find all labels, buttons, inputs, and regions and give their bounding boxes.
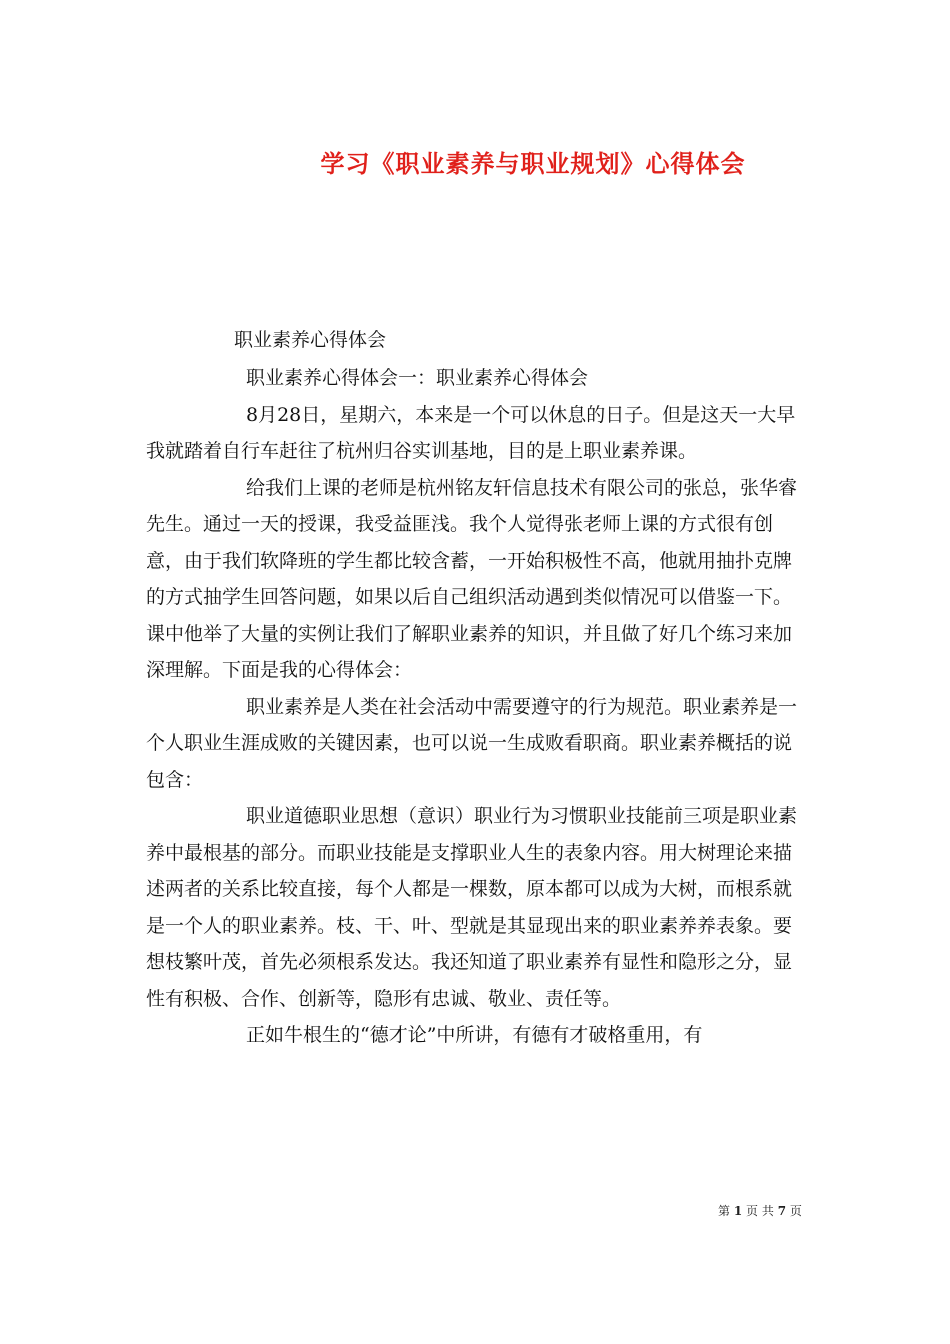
document-title: 学习《职业素养与职业规划》心得体会 (320, 149, 746, 179)
footer-total-pages: 7 (777, 1204, 787, 1218)
section-heading: 职业素养心得体会 (234, 329, 387, 351)
footer-suffix: 页 (789, 1204, 802, 1218)
document-body (146, 360, 810, 1054)
paragraph: 职业素养是人类在社会活动中需要遵守的行为规范。职业素养是一个人职业生涯成败的关键因素，也可以说一生成败看职商。职业素养概括的说包含： (146, 695, 798, 791)
paragraph: 8月28日，星期六，本来是一个可以休息的日子。但是这天一大早我就踏着自行车赶往了杭州归谷实训基地，目的是上职业素养课。 (146, 403, 796, 462)
page-footer (718, 1203, 802, 1219)
paragraph: 职业道德职业思想（意识）职业行为习惯职业技能前三项是职业素养中最根基的部分。而职业技能是支撑职业人生的表象内容。用大树理论来描述两者的关系比较直接，每个人都是一棵数，原本都可以成为大树，而根系就是一个人的职业素养。枝、干、叶、型就是其显现出来的职业素养养表象。要想枝繁叶茂，首先必须根系发达。我还知道了职业素养有显性和隐形之分，显性有积极、合作、创新等，隐形有忠诚、敬业、责任等。 (146, 805, 798, 1010)
footer-prefix: 第 (718, 1204, 731, 1218)
footer-middle: 页 共 (746, 1204, 774, 1218)
paragraph: 正如牛根生的“德才论”中所讲，有德有才破格重用，有 (246, 1024, 703, 1046)
paragraph: 职业素养心得体会一：职业素养心得体会 (246, 367, 589, 389)
footer-page-number: 1 (733, 1204, 743, 1218)
paragraph: 给我们上课的老师是杭州铭友轩信息技术有限公司的张总，张华睿先生。通过一天的授课，我受益匪浅。我个人觉得张老师上课的方式很有创意，由于我们软降班的学生都比较含蓄，一开始积极性不高，他就用抽扑克牌的方式抽学生回答问题，如果以后自己组织活动遇到类似情况可以借鉴一下。课中他举了大量的实例让我们了解职业素养的知识，并且做了好几个练习来加深理解。下面是我的心得体会： (146, 476, 798, 681)
